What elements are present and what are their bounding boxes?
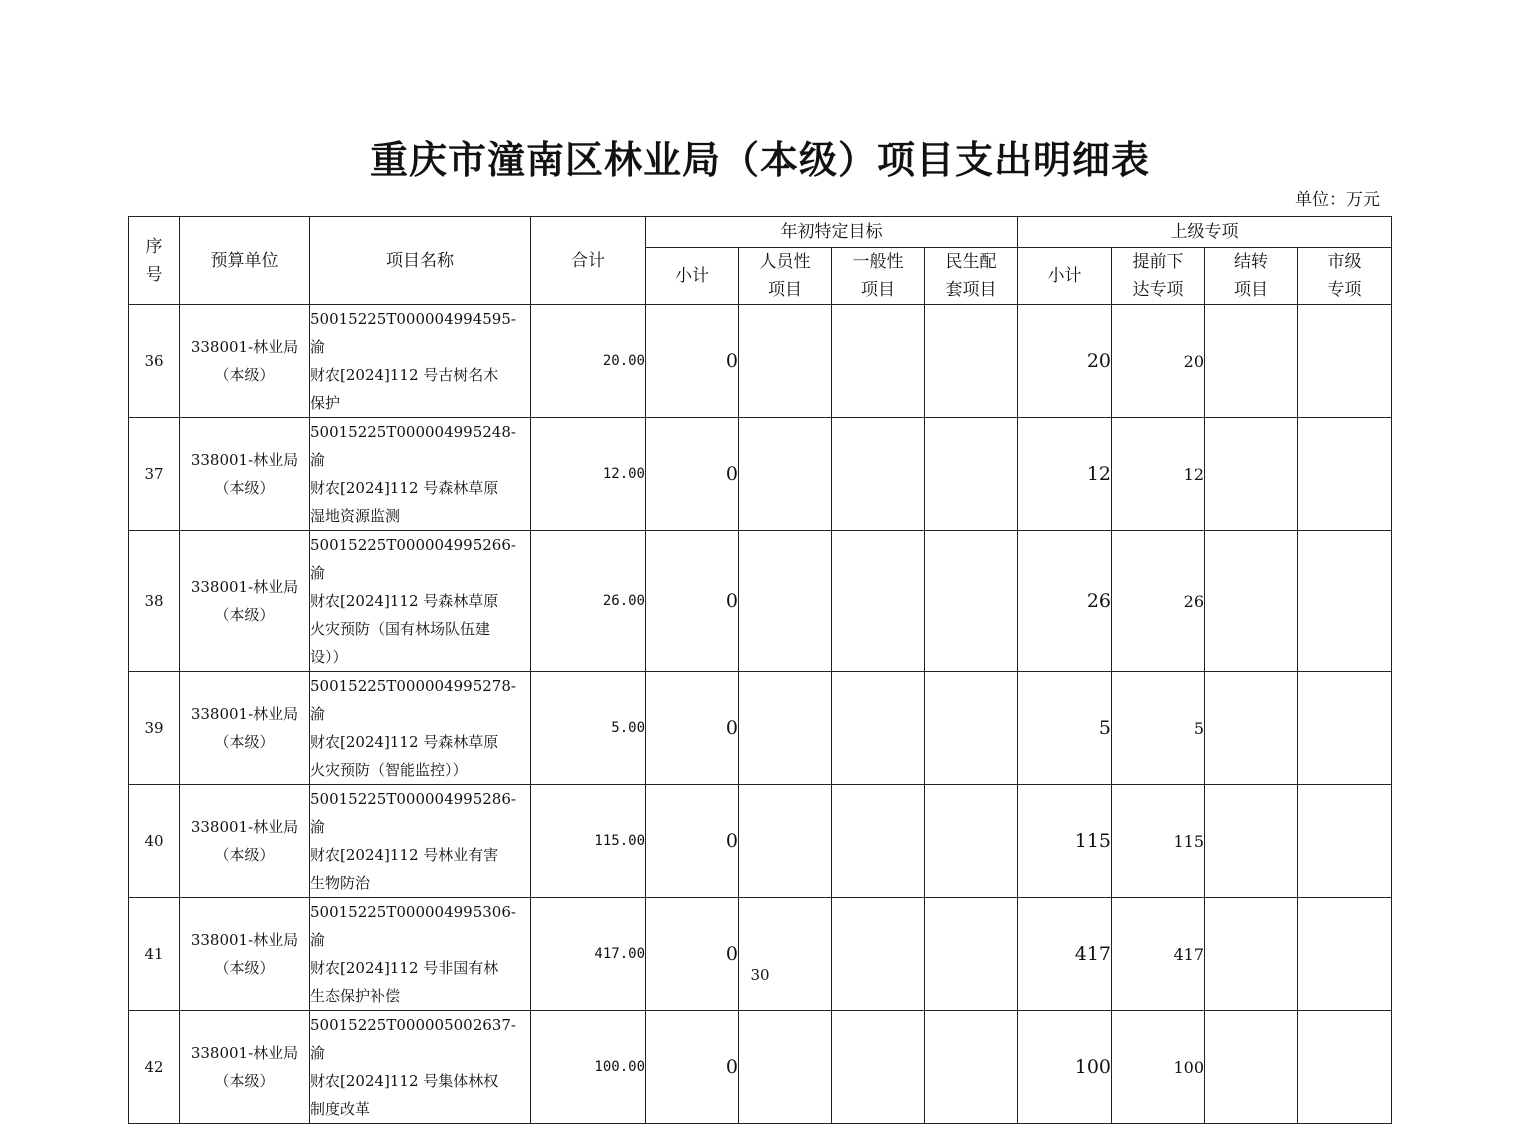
cell-initial-subtotal: 0 — [646, 1011, 739, 1124]
cell-personnel — [739, 531, 832, 672]
cell-initial-subtotal: 0 — [646, 418, 739, 531]
cell-general — [832, 672, 925, 785]
cell-carryover — [1205, 898, 1298, 1011]
cell-initial-subtotal: 0 — [646, 785, 739, 898]
cell-total: 12.00 — [531, 418, 646, 531]
cell-city — [1298, 672, 1392, 785]
header-initial-subtotal-label: 小计 — [675, 266, 709, 286]
cell-budget-unit: 338001-林业局 （本级） — [180, 305, 310, 418]
cell-project-name: 50015225T000004994595-渝 财农[2024]112 号古树名木 保护 — [310, 305, 531, 418]
project-expenditure-table — [128, 216, 1392, 1124]
cell-city — [1298, 1011, 1392, 1124]
cell-seq: 38 — [129, 531, 180, 672]
header-project-name-label: 项目名称 — [386, 250, 454, 271]
cell-general — [832, 531, 925, 672]
header-advance — [1112, 248, 1205, 305]
cell-personnel — [739, 672, 832, 785]
cell-personnel — [739, 1011, 832, 1124]
cell-personnel — [739, 418, 832, 531]
header-group-superior-label: 上级专项 — [1170, 222, 1239, 242]
cell-general — [832, 1011, 925, 1124]
cell-livelihood — [925, 785, 1018, 898]
cell-livelihood — [925, 672, 1018, 785]
cell-total: 5.00 — [531, 672, 646, 785]
cell-livelihood — [925, 418, 1018, 531]
cell-personnel — [739, 898, 832, 1011]
cell-initial-subtotal: 0 — [646, 898, 739, 1011]
cell-city — [1298, 305, 1392, 418]
header-advance-label: 提前下 达专项 — [1132, 252, 1184, 300]
cell-superior-subtotal: 12 — [1018, 418, 1112, 531]
cell-city — [1298, 418, 1392, 531]
cell-advance: 12 — [1112, 418, 1205, 531]
cell-advance: 417 — [1112, 898, 1205, 1011]
cell-city — [1298, 531, 1392, 672]
cell-project-name: 50015225T000004995306-渝 财农[2024]112 号非国有林 生态保护补偿 — [310, 898, 531, 1011]
cell-carryover — [1205, 418, 1298, 531]
cell-budget-unit: 338001-林业局 （本级） — [180, 1011, 310, 1124]
header-general — [832, 248, 925, 305]
cell-superior-subtotal: 20 — [1018, 305, 1112, 418]
header-city — [1298, 248, 1392, 305]
page-title: 重庆市潼南区林业局（本级）项目支出明细表 — [369, 137, 1150, 182]
cell-city — [1298, 785, 1392, 898]
cell-budget-unit: 338001-林业局 （本级） — [180, 418, 310, 531]
cell-seq: 41 — [129, 898, 180, 1011]
cell-budget-unit: 338001-林业局 （本级） — [180, 898, 310, 1011]
cell-general — [832, 785, 925, 898]
cell-total: 26.00 — [531, 531, 646, 672]
cell-livelihood — [925, 305, 1018, 418]
table-row — [129, 1011, 1392, 1124]
cell-advance: 26 — [1112, 531, 1205, 672]
header-group-initial-label: 年初特定目标 — [780, 222, 883, 242]
header-personnel — [739, 248, 832, 305]
cell-seq: 42 — [129, 1011, 180, 1124]
page-number: 30 — [750, 966, 770, 984]
cell-superior-subtotal: 26 — [1018, 531, 1112, 672]
table-row — [129, 785, 1392, 898]
cell-personnel — [739, 305, 832, 418]
cell-budget-unit: 338001-林业局 （本级） — [180, 672, 310, 785]
cell-advance: 115 — [1112, 785, 1205, 898]
cell-carryover — [1205, 531, 1298, 672]
header-total — [531, 217, 646, 305]
cell-project-name: 50015225T000004995248-渝 财农[2024]112 号森林草原 湿地资源监测 — [310, 418, 531, 531]
cell-superior-subtotal: 417 — [1018, 898, 1112, 1011]
cell-carryover — [1205, 672, 1298, 785]
cell-superior-subtotal: 5 — [1018, 672, 1112, 785]
cell-livelihood — [925, 1011, 1018, 1124]
header-livelihood — [925, 248, 1018, 305]
cell-superior-subtotal: 100 — [1018, 1011, 1112, 1124]
cell-seq: 40 — [129, 785, 180, 898]
cell-livelihood — [925, 898, 1018, 1011]
header-seq-label: 序 号 — [145, 236, 163, 285]
cell-livelihood — [925, 531, 1018, 672]
cell-project-name: 50015225T000004995278-渝 财农[2024]112 号森林草原 火灾预防（智能监控）） — [310, 672, 531, 785]
header-initial-subtotal — [646, 248, 739, 305]
cell-superior-subtotal: 115 — [1018, 785, 1112, 898]
cell-budget-unit: 338001-林业局 （本级） — [180, 531, 310, 672]
table-row — [129, 898, 1392, 1011]
cell-seq: 39 — [129, 672, 180, 785]
cell-advance: 5 — [1112, 672, 1205, 785]
cell-carryover — [1205, 785, 1298, 898]
table-row — [129, 672, 1392, 785]
cell-general — [832, 898, 925, 1011]
header-budget-unit-label: 预算单位 — [210, 250, 279, 271]
header-livelihood-label: 民生配 套项目 — [945, 252, 997, 300]
cell-general — [832, 305, 925, 418]
header-total-label: 合计 — [571, 250, 605, 271]
header-general-label: 一般性 项目 — [852, 252, 904, 300]
header-superior-subtotal-label: 小计 — [1047, 266, 1082, 286]
unit-label: 单位：万元 — [1295, 190, 1380, 210]
table-row — [129, 305, 1392, 418]
header-carryover-label: 结转 项目 — [1234, 252, 1268, 300]
header-city-label: 市级 专项 — [1327, 252, 1362, 300]
header-personnel-label: 人员性 项目 — [759, 252, 811, 300]
cell-carryover — [1205, 305, 1298, 418]
header-project-name — [310, 217, 531, 305]
header-group-superior — [1018, 217, 1392, 248]
cell-project-name: 50015225T000005002637-渝 财农[2024]112 号集体林权 制度改革 — [310, 1011, 531, 1124]
table-row — [129, 418, 1392, 531]
cell-personnel — [739, 785, 832, 898]
cell-initial-subtotal: 0 — [646, 672, 739, 785]
header-budget-unit — [180, 217, 310, 305]
cell-project-name: 50015225T000004995266-渝 财农[2024]112 号森林草原 火灾预防（国有林场队伍建 设）） — [310, 531, 531, 672]
cell-total: 100.00 — [531, 1011, 646, 1124]
header-superior-subtotal — [1018, 248, 1112, 305]
cell-total: 20.00 — [531, 305, 646, 418]
cell-seq: 36 — [129, 305, 180, 418]
cell-general — [832, 418, 925, 531]
header-carryover — [1205, 248, 1298, 305]
cell-advance: 100 — [1112, 1011, 1205, 1124]
cell-total: 417.00 — [531, 898, 646, 1011]
cell-initial-subtotal: 0 — [646, 531, 739, 672]
cell-initial-subtotal: 0 — [646, 305, 739, 418]
cell-advance: 20 — [1112, 305, 1205, 418]
header-group-initial — [646, 217, 1018, 248]
header-seq — [129, 217, 180, 305]
cell-budget-unit: 338001-林业局 （本级） — [180, 785, 310, 898]
cell-total: 115.00 — [531, 785, 646, 898]
cell-project-name: 50015225T000004995286-渝 财农[2024]112 号林业有害 生物防治 — [310, 785, 531, 898]
cell-carryover — [1205, 1011, 1298, 1124]
cell-city — [1298, 898, 1392, 1011]
table-row — [129, 531, 1392, 672]
cell-seq: 37 — [129, 418, 180, 531]
